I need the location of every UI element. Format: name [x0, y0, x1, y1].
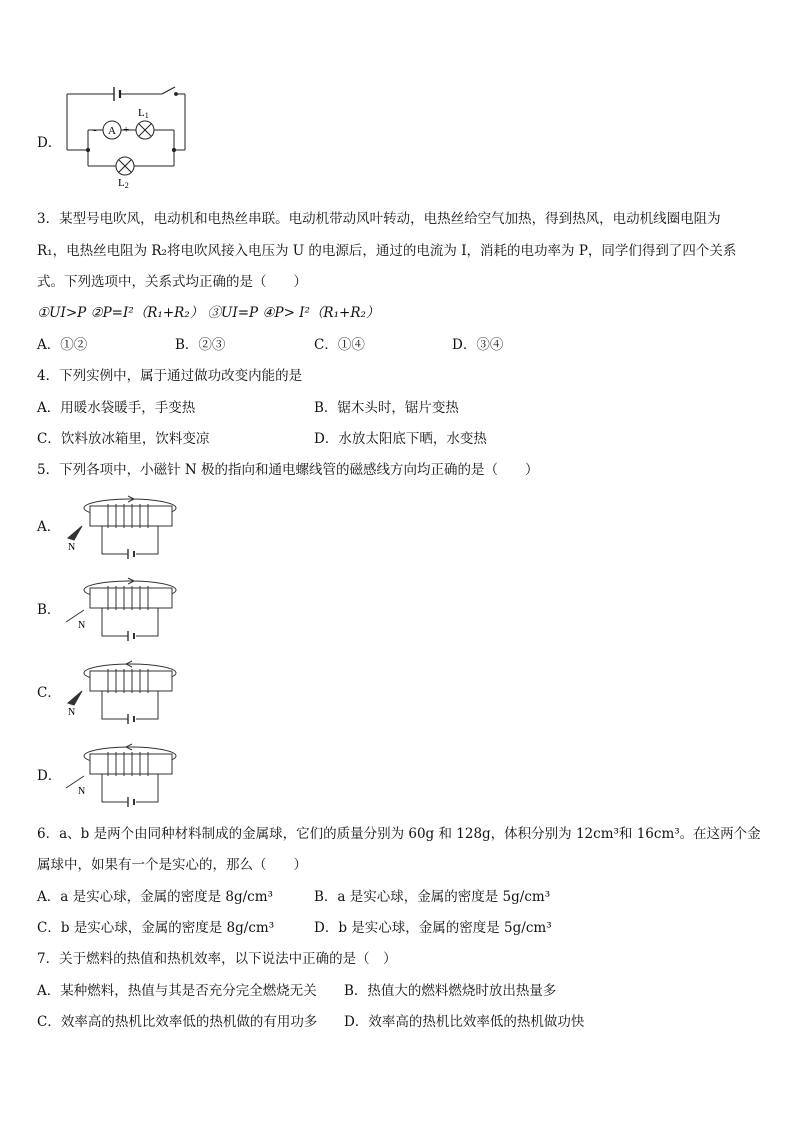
q3-option-a[interactable]: A．①② [37, 337, 88, 353]
q3-stem-line-1: 3．某型号电吹风，电动机和电热丝串联。电动机带动风叶转动，电热丝给空气加热，得到热风，电动机线圈电阻为 [37, 211, 721, 227]
q5-b-needle-n-label: N [78, 620, 86, 631]
lamp-l2-label: L2 [118, 177, 129, 190]
q5-option-b-label[interactable]: B． [37, 602, 61, 618]
q4-stem: 4．下列实例中，属于通过做功改变内能的是 [37, 368, 303, 384]
q7-stem: 7．关于燃料的热值和热机效率，以下说法中正确的是（ ） [37, 951, 397, 967]
ammeter-symbol: A [108, 125, 116, 137]
q5-d-needle-n-label: N [78, 786, 86, 797]
q3-option-b[interactable]: B．②③ [175, 337, 226, 353]
q6-stem-line-2: 属球中，如果有一个是实心的，那么（ ） [37, 857, 307, 873]
q5-solenoid-d [64, 738, 184, 816]
q7-option-d[interactable]: D．效率高的热机比效率低的热机做功快 [344, 1014, 585, 1030]
ammeter-plus-label: + [123, 124, 130, 136]
q6-option-d[interactable]: D．b 是实心球，金属的密度是 5g/cm³ [314, 920, 552, 936]
q5-option-c-label[interactable]: C． [37, 685, 61, 701]
q3-stem-line-3: 式。下列选项中，关系式均正确的是（ ） [37, 274, 307, 290]
q6-option-a[interactable]: A．a 是实心球，金属的密度是 8g/cm³ [37, 889, 273, 905]
q3-relations: ①UI>P ②P=I²（R₁+R₂） ③UI=P ④P> I²（R₁+R₂） [37, 305, 380, 321]
q7-option-c[interactable]: C．效率高的热机比效率低的热机做的有用功多 [37, 1014, 318, 1030]
q4-option-c[interactable]: C．饮料放冰箱里，饮料变凉 [37, 431, 210, 447]
q6-option-c[interactable]: C．b 是实心球，金属的密度是 8g/cm³ [37, 920, 275, 936]
q5-stem: 5．下列各项中，小磁针 N 极的指向和通电螺线管的磁感线方向均正确的是（ ） [37, 462, 539, 478]
q2-circuit-diagram [62, 82, 192, 192]
q6-stem-line-1: 6．a、b 是两个由同种材料制成的金属球，它们的质量分别为 60g 和 128g，体积分别为 12cm³和 16cm³。在这两个金 [37, 826, 761, 842]
q6-option-b[interactable]: B．a 是实心球，金属的密度是 5g/cm³ [314, 889, 551, 905]
q7-option-a[interactable]: A．某种燃料，热值与其是否充分完全燃烧无关 [37, 983, 317, 999]
q5-solenoid-a [64, 490, 184, 568]
q5-option-a-label[interactable]: A． [37, 519, 61, 535]
q4-option-a[interactable]: A．用暖水袋暖手，手变热 [37, 400, 196, 416]
q2-option-d-label: D． [37, 135, 62, 151]
q7-option-b[interactable]: B．热值大的燃料燃烧时放出热量多 [344, 983, 557, 999]
lamp-l1-label: L1 [138, 107, 149, 120]
q5-solenoid-b [64, 572, 184, 650]
q3-stem-line-2: R₁，电热丝电阻为 R₂将电吹风接入电压为 U 的电源后，通过的电流为 I，消耗的电功率为 P，同学们得到了四个关系 [37, 243, 737, 259]
q5-c-needle-n-label: N [68, 707, 76, 718]
q5-option-d-label[interactable]: D． [37, 768, 62, 784]
q5-a-needle-n-label: N [68, 542, 76, 553]
q3-option-d[interactable]: D．③④ [452, 337, 504, 353]
q4-option-d[interactable]: D．水放太阳底下晒，水变热 [314, 431, 487, 447]
q5-solenoid-c [64, 655, 184, 733]
q4-option-b[interactable]: B．锯木头时，锯片变热 [314, 400, 459, 416]
q3-option-c[interactable]: C．①④ [314, 337, 365, 353]
ammeter-minus-label: - [93, 124, 97, 136]
